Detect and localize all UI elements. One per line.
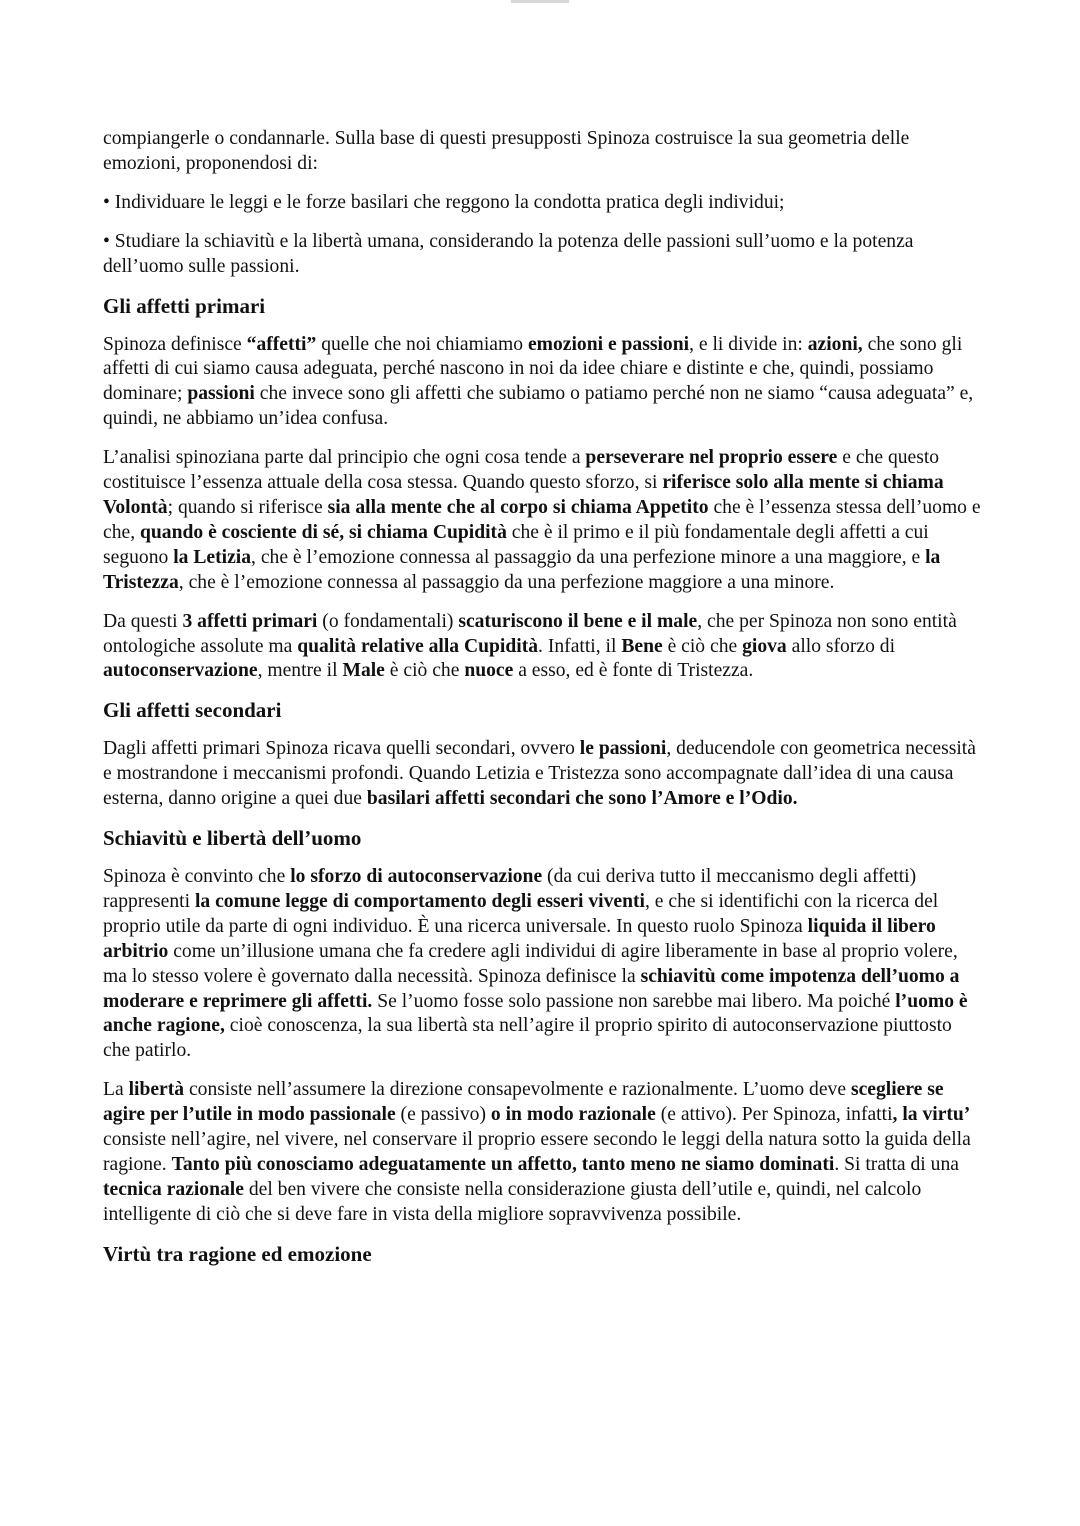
paragraph-liberta: La libertà consiste nell’assumere la direzione consapevolmente e razionalmente. L’uomo deve scegliere se agire per l’utile in modo passionale (e passivo) o in modo razionale (e attivo). Per Spinoza, infatti, la virtu’ consiste nell’agire, nel vivere, nel conservare il proprio essere secondo le leggi della natura sotto la guida della ragione. Tanto più conosciamo adeguatamente un affetto, tanto meno ne siamo dominati. Si tratta di una tecnica razionale del ben vivere che consiste nella considerazione giusta dell’utile e, quindi, nel calcolo intelligente di ciò che si deve fare in vista della migliore sopravvivenza possibile.: [103, 1079, 971, 1225]
paragraph-autoconservazione: Spinoza è convinto che lo sforzo di autoconservazione (da cui deriva tutto il meccanismo degli affetti) rappresenti la comune legge di comportamento degli esseri viventi, e che si identifichi con la ricerca del proprio utile da parte di ogni individuo. È una ricerca universale. In questo ruolo Spinoza liquida il libero arbitrio come un’illusione umana che fa credere agli individui di agire liberamente in base al proprio volere, ma lo stesso volere è governato dalla necessità. Spinoza definisce la schiavitù come impotenza dell’uomo a moderare e reprimere gli affetti. Se l’uomo fosse solo passione non sarebbe mai libero. Ma poiché l’uomo è anche ragione, cioè conoscenza, la sua libertà sta nell’agire il proprio spirito di autoconservazione piuttosto che patirlo.: [103, 866, 968, 1062]
paragraph-analisi-spinoziana: L’analisi spinoziana parte dal principio che ogni cosa tende a perseverare nel proprio essere e che questo costituisce l’essenza attuale della cosa stessa. Quando questo sforzo, si riferisce solo alla mente si chiama Volontà; quando si riferisce sia alla mente che al corpo si chiama Appetito che è l’essenza stessa dell’uomo e che, quando è cosciente di sé, si chiama Cupidità che è il primo e il più fondamentale degli affetti a cui seguono la Letizia, che è l’emozione connessa al passaggio da una perfezione minore a una maggiore, e la Tristezza, che è l’emozione connessa al passaggio da una perfezione maggiore a una minore.: [103, 447, 981, 593]
heading-affetti-primari: Gli affetti primari: [103, 293, 266, 318]
heading-schiavitu-liberta: Schiavitù e libertà dell’uomo: [103, 826, 362, 851]
heading-affetti-secondari: Gli affetti secondari: [103, 698, 282, 723]
paragraph-intro: compiangerle o condannarle. Sulla base di questi presupposti Spinoza costruisce la sua geometria delle emozioni, proponendosi di:: [103, 128, 910, 174]
list-item-bullet-2: • Studiare la schiavitù e la libertà umana, considerando la potenza delle passioni sull’uomo e la potenza dell’uomo sulle passioni.: [103, 230, 914, 277]
document-body: [103, 127, 983, 1281]
list-item-bullet-1: • Individuare le leggi e le forze basilari che reggono la condotta pratica degli individui;: [103, 191, 785, 213]
paragraph-affetti-secondari: Dagli affetti primari Spinoza ricava quelli secondari, ovvero le passioni, deducendole con geometrica necessità e mostrandone i meccanismi profondi. Quando Letizia e Tristezza sono accompagnate dall’idea di una causa esterna, danno origine a quei due basilari affetti secondari che sono l’Amore e l’Odio.: [103, 738, 976, 810]
heading-virtu-ragione-emozione: Virtù tra ragione ed emozione: [103, 1241, 372, 1266]
paragraph-bene-male: Da questi 3 affetti primari (o fondamentali) scaturiscono il bene e il male, che per Spinoza non sono entità ontologiche assolute ma qualità relative alla Cupidità. Infatti, il Bene è ciò che giova allo sforzo di autoconservazione, mentre il Male è ciò che nuoce a esso, ed è fonte di Tristezza.: [103, 610, 957, 682]
paragraph-affetti-definizione: Spinoza definisce “affetti” quelle che noi chiamiamo emozioni e passioni, e li divide in: azioni, che sono gli affetti di cui siamo causa adeguata, perché nascono in noi da idee chiare e distinte e che, quindi, possiamo dominare; passioni che invece sono gli affetti che subiamo o patiamo perché non ne siamo “causa adeguata” e, quindi, ne abbiamo un’idea confusa.: [103, 333, 974, 430]
page-top-mark: [511, 0, 569, 3]
